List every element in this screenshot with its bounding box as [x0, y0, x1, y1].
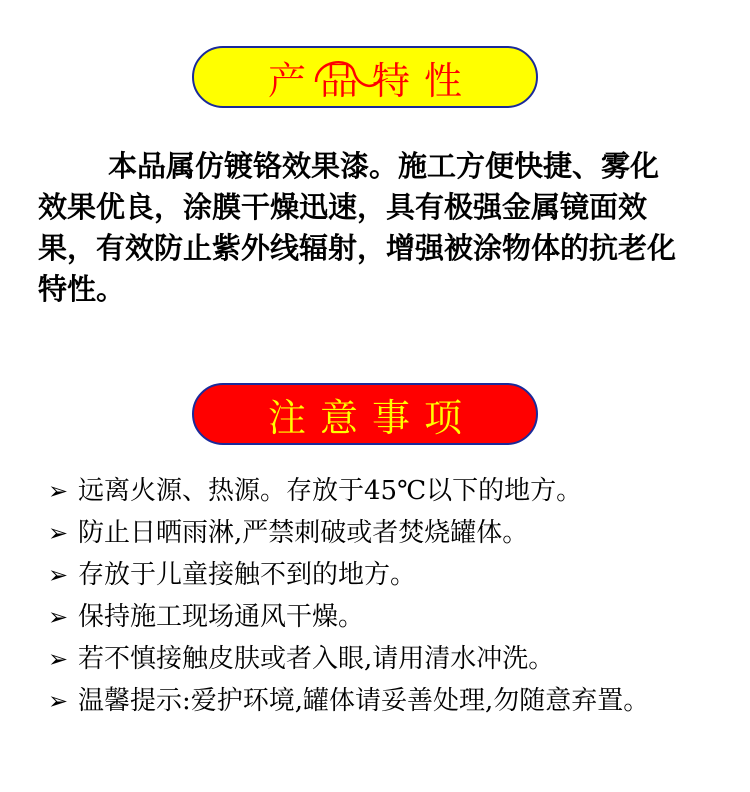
arrow-bullet-icon: ➢	[48, 519, 69, 547]
arrow-bullet-icon: ➢	[48, 645, 69, 673]
arrow-bullet-icon: ➢	[48, 477, 69, 505]
precautions-list	[48, 470, 738, 722]
list-item: ➢ 防止日晒雨淋,严禁刺破或者焚烧罐体。	[48, 512, 738, 554]
arrow-bullet-icon: ➢	[48, 687, 69, 715]
description-text: 本品属仿镀铬效果漆。施工方便快捷、雾化效果优良，涂膜干燥迅速，具有极强金属镜面效果，有效防止紫外线辐射，增强被涂物体的抗老化特性。	[38, 149, 677, 306]
list-item: ➢ 若不慎接触皮肤或者入眼,请用清水冲洗。	[48, 638, 738, 680]
arrow-bullet-icon: ➢	[48, 561, 69, 589]
product-features-banner	[192, 46, 538, 108]
product-features-title: 产品特性	[267, 58, 476, 103]
list-item: ➢ 存放于儿童接触不到的地方。	[48, 554, 738, 596]
list-item: ➢ 远离火源、热源。存放于45℃以下的地方。	[48, 470, 738, 512]
precautions-title: 注意事项	[267, 395, 476, 440]
list-item: ➢ 温馨提示:爱护环境,罐体请妥善处理,勿随意弃置。	[48, 680, 738, 722]
list-item: ➢ 保持施工现场通风干燥。	[48, 596, 738, 638]
product-description	[38, 146, 678, 310]
arrow-bullet-icon: ➢	[48, 603, 69, 631]
precautions-banner	[192, 383, 538, 445]
